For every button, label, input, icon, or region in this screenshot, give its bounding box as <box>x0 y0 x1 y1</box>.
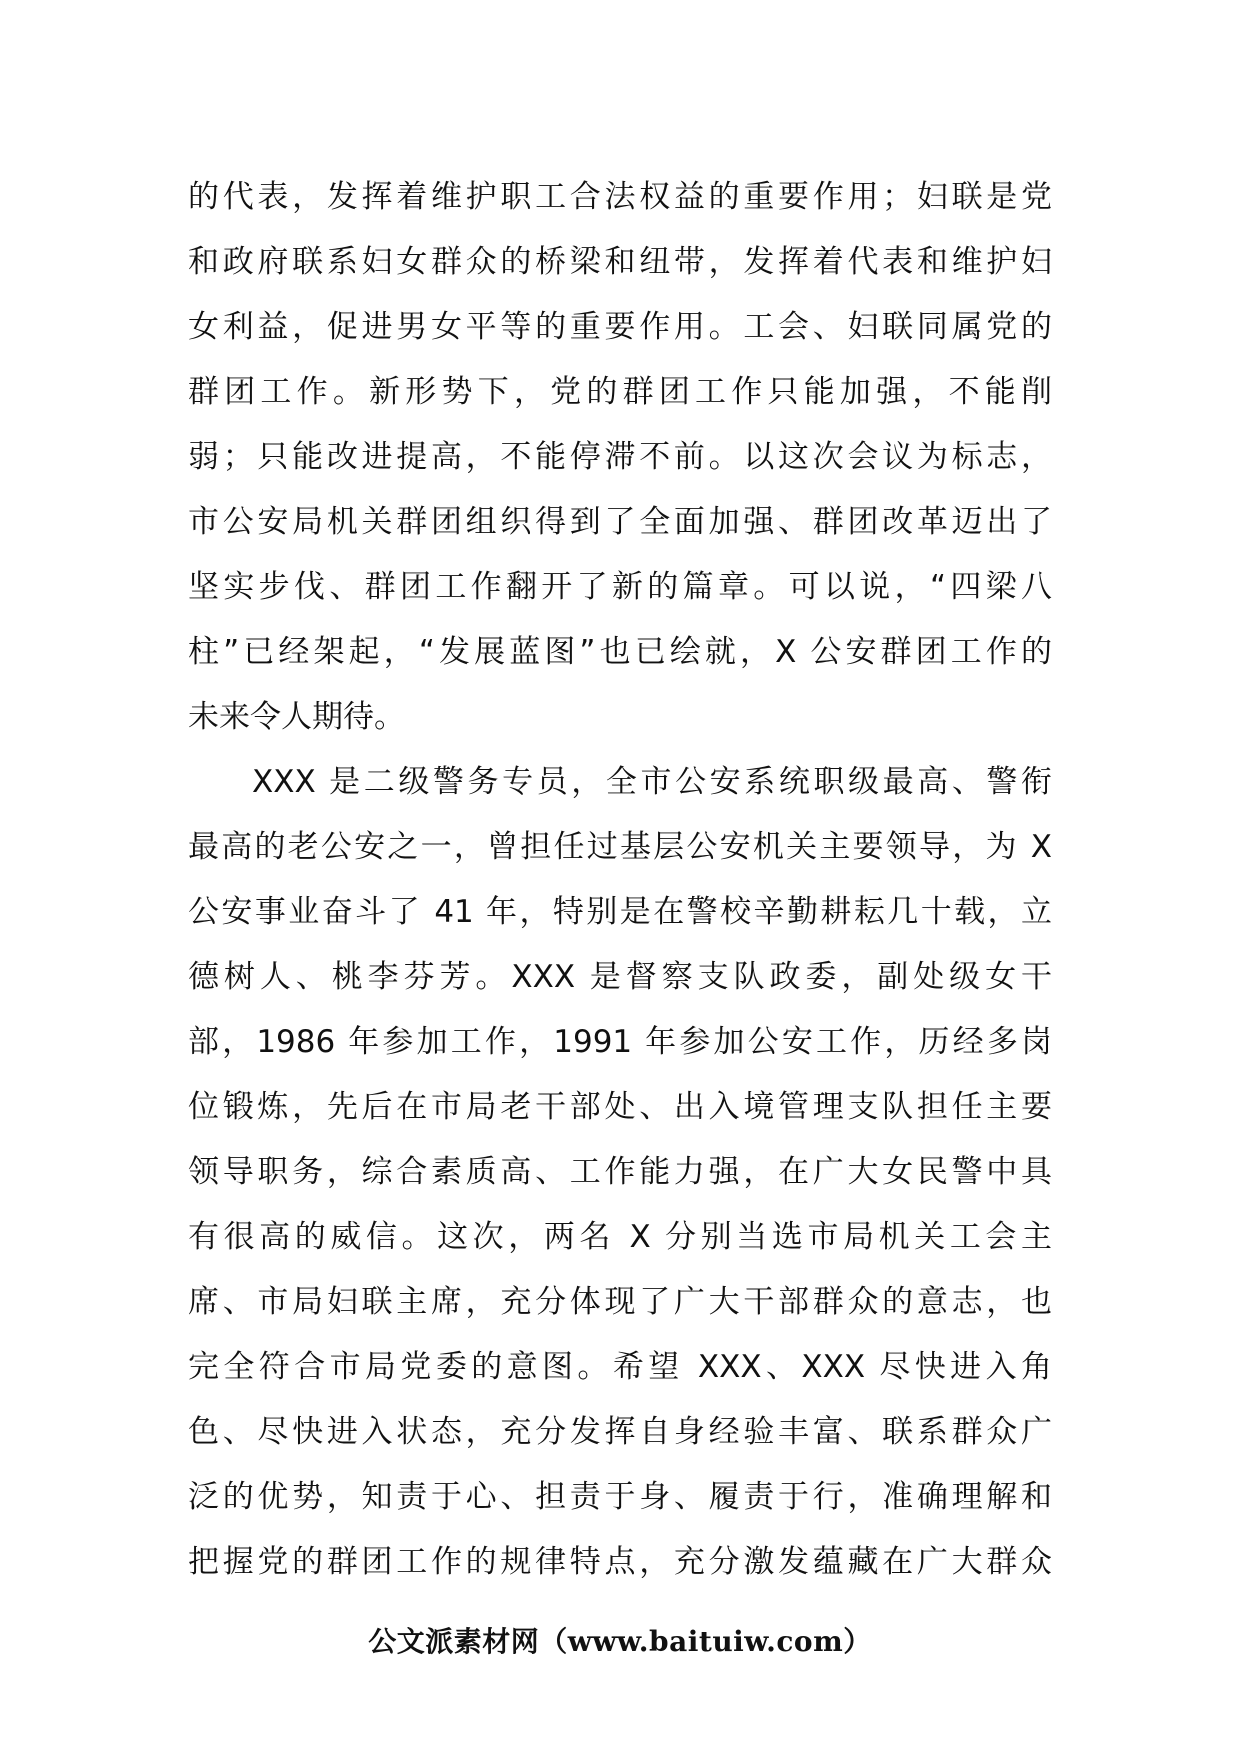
text-line: 柱”已经架起，“发展蓝图”也已绘就，X 公安群团工作的 <box>188 634 1052 670</box>
text-line: 席、市局妇联主席，充分体现了广大干部群众的意志，也 <box>188 1284 1052 1320</box>
text-line: 位锻炼，先后在市局老干部处、出入境管理支队担任主要 <box>188 1089 1052 1125</box>
text-line: 色、尽快进入状态，充分发挥自身经验丰富、联系群众广 <box>188 1414 1052 1450</box>
text-line: 女利益，促进男女平等的重要作用。工会、妇联同属党的 <box>188 309 1052 345</box>
text-line: 弱；只能改进提高，不能停滞不前。以这次会议为标志， <box>188 439 1052 475</box>
text-line: XXX 是二级警务专员，全市公安系统职级最高、警衔 <box>252 764 1052 800</box>
text-line: 完全符合市局党委的意图。希望 XXX、XXX 尽快进入角 <box>188 1349 1052 1385</box>
document-body <box>188 165 1052 1595</box>
text-line: 有很高的威信。这次，两名 X 分别当选市局机关工会主 <box>188 1219 1052 1255</box>
text-line: 和政府联系妇女群众的桥梁和纽带，发挥着代表和维护妇 <box>188 244 1052 280</box>
text-line: 的代表，发挥着维护职工合法权益的重要作用；妇联是党 <box>188 179 1052 215</box>
text-line: 坚实步伐、群团工作翻开了新的篇章。可以说，“四梁八 <box>188 569 1052 605</box>
text-line: 最高的老公安之一，曾担任过基层公安机关主要领导，为 X <box>188 829 1052 865</box>
text-line: 部，1986 年参加工作，1991 年参加公安工作，历经多岗 <box>188 1024 1052 1060</box>
text-line: 群团工作。新形势下，党的群团工作只能加强，不能削 <box>188 374 1052 410</box>
text-line: 领导职务，综合素质高、工作能力强，在广大女民警中具 <box>188 1154 1052 1190</box>
footer-watermark: 公文派素材网（www.baituiw.com） <box>368 1625 872 1658</box>
text-line: 泛的优势，知责于心、担责于身、履责于行，准确理解和 <box>188 1479 1052 1515</box>
paragraph-1 <box>188 165 1052 750</box>
text-line: 市公安局机关群团组织得到了全面加强、群团改革迈出了 <box>188 504 1052 540</box>
text-line: 德树人、桃李芬芳。XXX 是督察支队政委，副处级女干 <box>188 959 1052 995</box>
text-line: 把握党的群团工作的规律特点，充分激发蕴藏在广大群众 <box>188 1544 1052 1580</box>
paragraph-2 <box>188 750 1052 1595</box>
text-line: 未来令人期待。 <box>188 699 405 735</box>
text-line: 公安事业奋斗了 41 年，特别是在警校辛勤耕耘几十载，立 <box>188 894 1052 930</box>
